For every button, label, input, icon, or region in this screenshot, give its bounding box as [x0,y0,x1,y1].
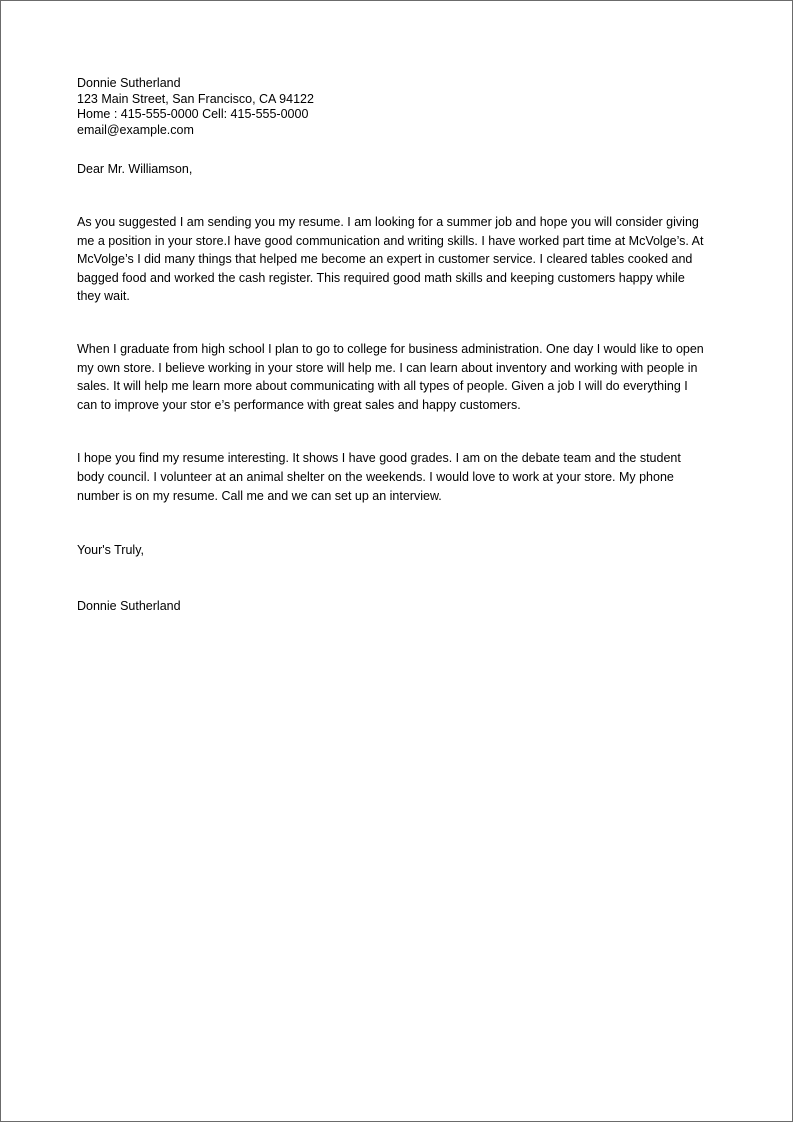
sender-phones: Home : 415-555-0000 Cell: 415-555-0000 [77,107,309,121]
letter-body [77,76,707,615]
sender-name: Donnie Sutherland [77,76,181,90]
closing: Your's Truly, [77,543,144,558]
sender-email: email@example.com [77,122,194,137]
paragraph-1: As you suggested I am sending you my resume. I am looking for a summer job and hope you will consider giving me a position in your store.I have good communication and writing skills. I have worked part time at McVolge’s. At McVolge’s I did many things that helped me become an expert in customer service. I cleared tables cooked and bagged food and worked the cash register. This required good math skills and keeping customers happy while they wait. [77,215,704,304]
paragraph-2: When I graduate from high school I plan to go to college for business administration. One day I would like to open my own store. I believe working in your store will help me. I can learn about inventory and working with people in sales. It will help me learn more about communicating with all types of people. Given a job I will do everything I can to improve your stor e’s performance with great sales and happy customers. [77,341,704,412]
paragraph-3: I hope you find my resume interesting. It shows I have good grades. I am on the debate team and the student body council. I volunteer at an animal shelter on the weekends. I would love to work at your store. My phone number is on my resume. Call me and we can set up an interview. [77,451,681,503]
sender-address: 123 Main Street, San Francisco, CA 94122 [77,91,314,106]
signature-name: Donnie Sutherland [77,599,181,614]
sender-block [77,76,707,138]
salutation: Dear Mr. Williamson, [77,162,193,176]
